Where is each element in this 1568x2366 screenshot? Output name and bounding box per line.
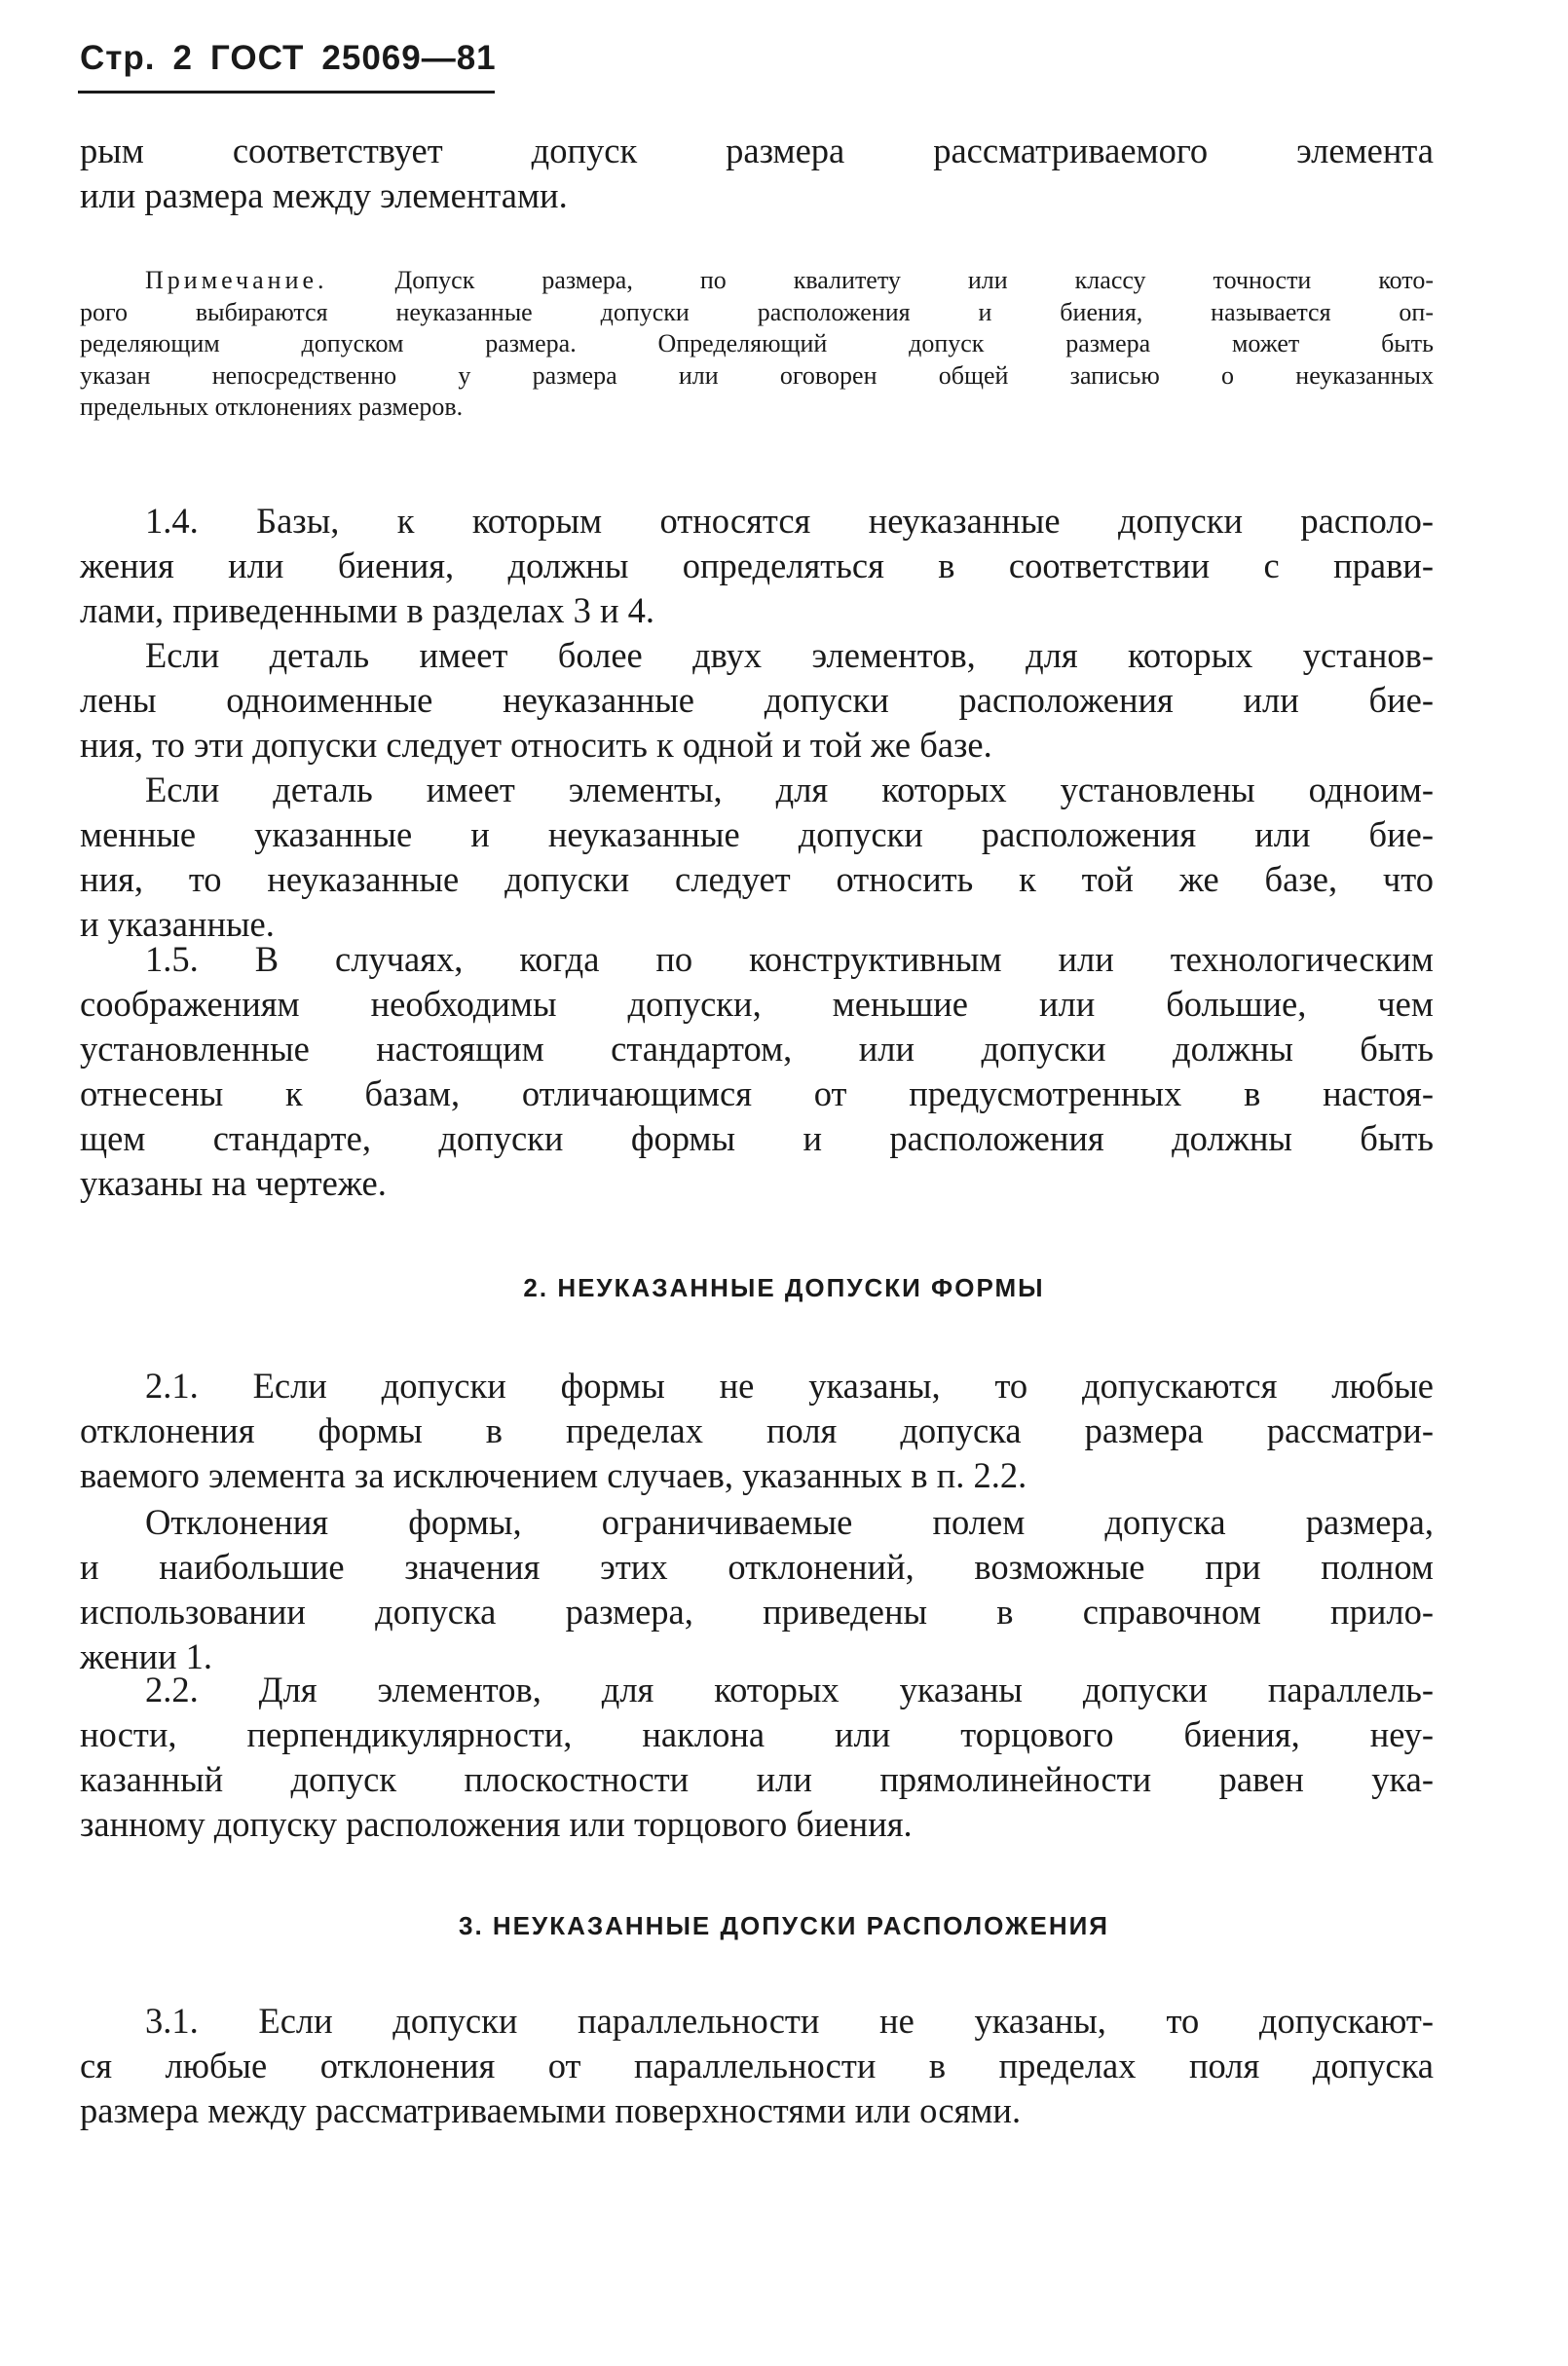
paragraph-3-1: [80, 1999, 1434, 2133]
note-text: Допуск размера, по квалитету или классу точности кото-: [327, 266, 1434, 294]
paragraph-1-5: [80, 937, 1434, 1206]
text-line: и указанные.: [80, 904, 275, 944]
paragraph-2-2: [80, 1668, 1434, 1847]
text-line: щем стандарте, допуски формы и расположения должны быть: [80, 1118, 1434, 1158]
paragraph-2-1b: [80, 1500, 1434, 1679]
text-line: казанный допуск плоскостности или прямолинейности равен ука-: [80, 1759, 1434, 1799]
header-rule: [78, 91, 495, 94]
text-line: 2.2. Для элементов, для которых указаны допуски параллель-: [145, 1670, 1434, 1709]
section-heading-3: 3. НЕУКАЗАННЫЕ ДОПУСКИ РАСПОЛОЖЕНИЯ: [459, 1911, 1109, 1940]
text-line: менные указанные и неуказанные допуски расположения или бие-: [80, 814, 1434, 854]
text-line: установленные настоящим стандартом, или допуски должны быть: [80, 1029, 1434, 1069]
text-line: ности, перпендикулярности, наклона или торцового биения, неу-: [80, 1714, 1434, 1754]
text-line: занному допуску расположения или торцового биения.: [80, 1804, 913, 1844]
text-line: жении 1.: [80, 1636, 213, 1676]
paragraph-1-4c: [80, 768, 1434, 947]
page-number: 2: [172, 39, 193, 77]
note-line: [80, 265, 1434, 297]
text-line: 3.1. Если допуски параллельности не указаны, то допускают-: [145, 2001, 1434, 2041]
text-line: рым соответствует допуск размера рассматриваемого элемента: [80, 131, 1434, 170]
note-line: указан непосредственно у размера или оговорен общей записью о неуказанных: [80, 360, 1434, 390]
text-line: отнесены к базам, отличающимся от предусмотренных в настоя-: [80, 1073, 1434, 1113]
text-line: 1.4. Базы, к которым относятся неуказанные допуски располо-: [145, 501, 1434, 541]
text-line: и наибольшие значения этих отклонений, возможные при полном: [80, 1547, 1434, 1587]
text-line: использовании допуска размера, приведены в справочном прило-: [80, 1592, 1434, 1632]
note-label: Примечание.: [145, 266, 328, 294]
text-line: 2.1. Если допуски формы не указаны, то допускаются любые: [145, 1366, 1434, 1406]
paragraph-1-4: [80, 499, 1434, 633]
page-header: [80, 39, 497, 78]
note-line: предельных отклонениях размеров.: [80, 393, 464, 421]
text-line: размера между рассматриваемыми поверхностями или осями.: [80, 2090, 1022, 2130]
section-heading-2: 2. НЕУКАЗАННЫЕ ДОПУСКИ ФОРМЫ: [523, 1273, 1045, 1302]
text-line: ния, то неуказанные допуски следует относить к той же базе, что: [80, 859, 1434, 899]
text-line: Отклонения формы, ограничиваемые полем допуска размера,: [145, 1502, 1434, 1542]
text-line: ся любые отклонения от параллельности в пределах поля допуска: [80, 2046, 1434, 2085]
paragraph-intro: [80, 129, 1434, 218]
paragraph-2-1: [80, 1364, 1434, 1498]
text-line: ваемого элемента за исключением случаев, указанных в п. 2.2.: [80, 1455, 1027, 1495]
text-line: жения или биения, должны определяться в соответствии с прави-: [80, 545, 1434, 585]
paragraph-1-4b: [80, 633, 1434, 768]
text-line: лами, приведенными в разделах 3 и 4.: [80, 590, 655, 630]
standard-label: ГОСТ: [210, 39, 305, 77]
note-line: ределяющим допуском размера. Определяющий допуск размера может быть: [80, 329, 1434, 357]
text-line: указаны на чертеже.: [80, 1163, 387, 1203]
text-line: отклонения формы в пределах поля допуска размера рассматри-: [80, 1410, 1434, 1450]
text-line: ния, то эти допуски следует относить к одной и той же базе.: [80, 725, 992, 765]
note-block: [80, 265, 1434, 424]
note-line: рого выбираются неуказанные допуски расположения и биения, называется оп-: [80, 297, 1434, 326]
text-line: или размера между элементами.: [80, 175, 568, 215]
text-line: лены одноименные неуказанные допуски расположения или бие-: [80, 680, 1434, 720]
standard-number: 25069—81: [321, 39, 497, 77]
text-line: соображениям необходимы допуски, меньшие или большие, чем: [80, 984, 1434, 1024]
text-line: Если деталь имеет элементы, для которых установлены одноим-: [145, 770, 1434, 809]
text-line: Если деталь имеет более двух элементов, для которых установ-: [145, 635, 1434, 675]
text-line: 1.5. В случаях, когда по конструктивным или технологическим: [145, 939, 1434, 979]
page-label: Стр.: [80, 39, 156, 77]
